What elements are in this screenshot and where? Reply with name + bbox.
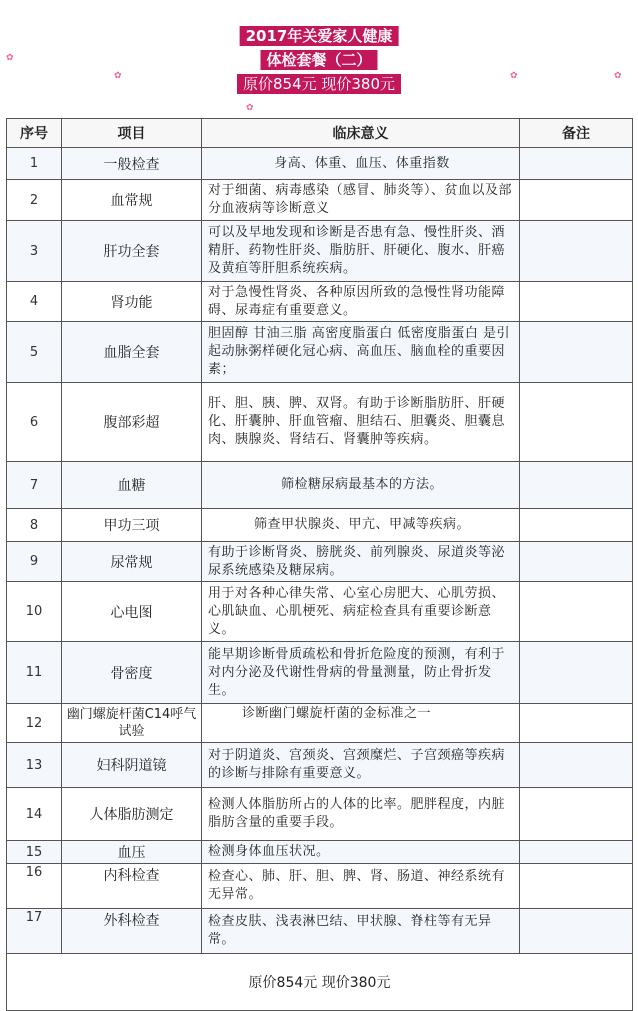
footer-price: 原价854元 现价380元: [7, 954, 633, 1011]
banner-package: 体检套餐（二）: [260, 50, 377, 70]
clinical-meaning: 筛检糖尿病最基本的方法。: [202, 462, 520, 509]
note-cell: [520, 909, 633, 954]
row-number: 9: [7, 542, 62, 582]
row-number: 13: [7, 743, 62, 788]
row-number: 14: [7, 788, 62, 841]
column-header-meaning: 临床意义: [202, 119, 520, 148]
row-number: 3: [7, 221, 62, 282]
item-name: 外科检查: [62, 909, 202, 954]
note-cell: [520, 864, 633, 909]
header: [0, 0, 638, 118]
clinical-meaning: 检查心、肺、肝、胆、脾、肾、肠道、神经系统有无异常。: [202, 864, 520, 909]
note-cell: [520, 704, 633, 743]
clinical-meaning: 对于急慢性肾炎、各种原因所致的急慢性肾功能障碍、尿毒症有重要意义。: [202, 282, 520, 322]
table-row: [7, 841, 633, 864]
flower-icon: ✿: [246, 103, 254, 113]
note-cell: [520, 383, 633, 462]
clinical-meaning: 肝、胆、胰、脾、双肾。有助于诊断脂肪肝、肝硬化、肝囊肿、肝血管瘤、胆结石、胆囊炎、胆囊息肉、胰腺炎、肾结石、肾囊肿等疾病。: [202, 383, 520, 462]
clinical-meaning: 身高、体重、血压、体重指数: [202, 148, 520, 180]
item-name: 幽门螺旋杆菌C14呼气试验: [62, 704, 202, 743]
table-header-row: [7, 119, 633, 148]
item-name: 血压: [62, 841, 202, 864]
note-cell: [520, 841, 633, 864]
flower-icon: ✿: [6, 53, 14, 63]
table-row: [7, 509, 633, 542]
row-number: 16: [7, 864, 62, 909]
clinical-meaning: 诊断幽门螺旋杆菌的金标准之一: [202, 704, 520, 743]
checkup-table: [6, 118, 633, 1011]
note-cell: [520, 542, 633, 582]
table-row: [7, 148, 633, 180]
note-cell: [520, 462, 633, 509]
table-row: [7, 704, 633, 743]
item-name: 甲功三项: [62, 509, 202, 542]
table-row: [7, 462, 633, 509]
note-cell: [520, 180, 633, 221]
table-row: [7, 864, 633, 909]
clinical-meaning: 有助于诊断肾炎、膀胱炎、前列腺炎、尿道炎等泌尿系统感染及糖尿病。: [202, 542, 520, 582]
table-row: [7, 788, 633, 841]
banner-title: 2017年关爱家人健康: [240, 26, 399, 46]
row-number: 11: [7, 642, 62, 704]
item-name: 内科检查: [62, 864, 202, 909]
row-number: 17: [7, 909, 62, 954]
flower-icon: ✿: [614, 71, 622, 81]
row-number: 2: [7, 180, 62, 221]
table-footer-row: [7, 954, 633, 1011]
table-row: [7, 642, 633, 704]
row-number: 6: [7, 383, 62, 462]
item-name: 尿常规: [62, 542, 202, 582]
column-header-note: 备注: [520, 119, 633, 148]
row-number: 1: [7, 148, 62, 180]
clinical-meaning: 检测人体脂肪所占的人体的比率。肥胖程度，内脏脂肪含量的重要手段。: [202, 788, 520, 841]
banner-price: 原价854元 现价380元: [237, 74, 401, 94]
row-number: 7: [7, 462, 62, 509]
row-number: 15: [7, 841, 62, 864]
row-number: 5: [7, 322, 62, 383]
clinical-meaning: 胆固醇 甘油三脂 高密度脂蛋白 低密度脂蛋白 是引起动脉粥样硬化冠心病、高血压、脑血栓的重要因素；: [202, 322, 520, 383]
row-number: 12: [7, 704, 62, 743]
row-number: 8: [7, 509, 62, 542]
table-row: [7, 322, 633, 383]
column-header-item: 项目: [62, 119, 202, 148]
table-row: [7, 743, 633, 788]
table-row: [7, 180, 633, 221]
item-name: 骨密度: [62, 642, 202, 704]
clinical-meaning: 筛查甲状腺炎、甲亢、甲减等疾病。: [202, 509, 520, 542]
clinical-meaning: 可以及早地发现和诊断是否患有急、慢性肝炎、酒精肝、药物性肝炎、脂肪肝、肝硬化、腹水、肝癌及黄疸等肝胆系统疾病。: [202, 221, 520, 282]
note-cell: [520, 148, 633, 180]
item-name: 肾功能: [62, 282, 202, 322]
clinical-meaning: 用于对各种心律失常、心室心房肥大、心肌劳损、心肌缺血、心肌梗死、病症检查具有重要诊断意义。: [202, 582, 520, 642]
note-cell: [520, 642, 633, 704]
item-name: 人体脂肪测定: [62, 788, 202, 841]
item-name: 一般检查: [62, 148, 202, 180]
note-cell: [520, 582, 633, 642]
row-number: 4: [7, 282, 62, 322]
item-name: 心电图: [62, 582, 202, 642]
item-name: 腹部彩超: [62, 383, 202, 462]
flower-icon: ✿: [510, 71, 518, 81]
row-number: 10: [7, 582, 62, 642]
table-row: [7, 542, 633, 582]
clinical-meaning: 对于阴道炎、宫颈炎、宫颈糜烂、子宫颈癌等疾病的诊断与排除有重要意义。: [202, 743, 520, 788]
item-name: 血糖: [62, 462, 202, 509]
clinical-meaning: 检测身体血压状况。: [202, 841, 520, 864]
flower-icon: ✿: [114, 71, 122, 81]
clinical-meaning: 检查皮肤、浅表淋巴结、甲状腺、脊柱等有无异常。: [202, 909, 520, 954]
item-name: 血常规: [62, 180, 202, 221]
note-cell: [520, 322, 633, 383]
column-header-no: 序号: [7, 119, 62, 148]
note-cell: [520, 221, 633, 282]
item-name: 血脂全套: [62, 322, 202, 383]
clinical-meaning: 能早期诊断骨质疏松和骨折危险度的预测，有利于对内分泌及代谢性骨病的骨量测量，防止骨折发生。: [202, 642, 520, 704]
clinical-meaning: 对于细菌、病毒感染（感冒、肺炎等）、贫血以及部分血液病等诊断意义: [202, 180, 520, 221]
table-row: [7, 383, 633, 462]
item-name: 妇科阴道镜: [62, 743, 202, 788]
note-cell: [520, 788, 633, 841]
note-cell: [520, 509, 633, 542]
item-name: 肝功全套: [62, 221, 202, 282]
table-row: [7, 909, 633, 954]
table-row: [7, 582, 633, 642]
table-row: [7, 282, 633, 322]
note-cell: [520, 743, 633, 788]
note-cell: [520, 282, 633, 322]
table-row: [7, 221, 633, 282]
